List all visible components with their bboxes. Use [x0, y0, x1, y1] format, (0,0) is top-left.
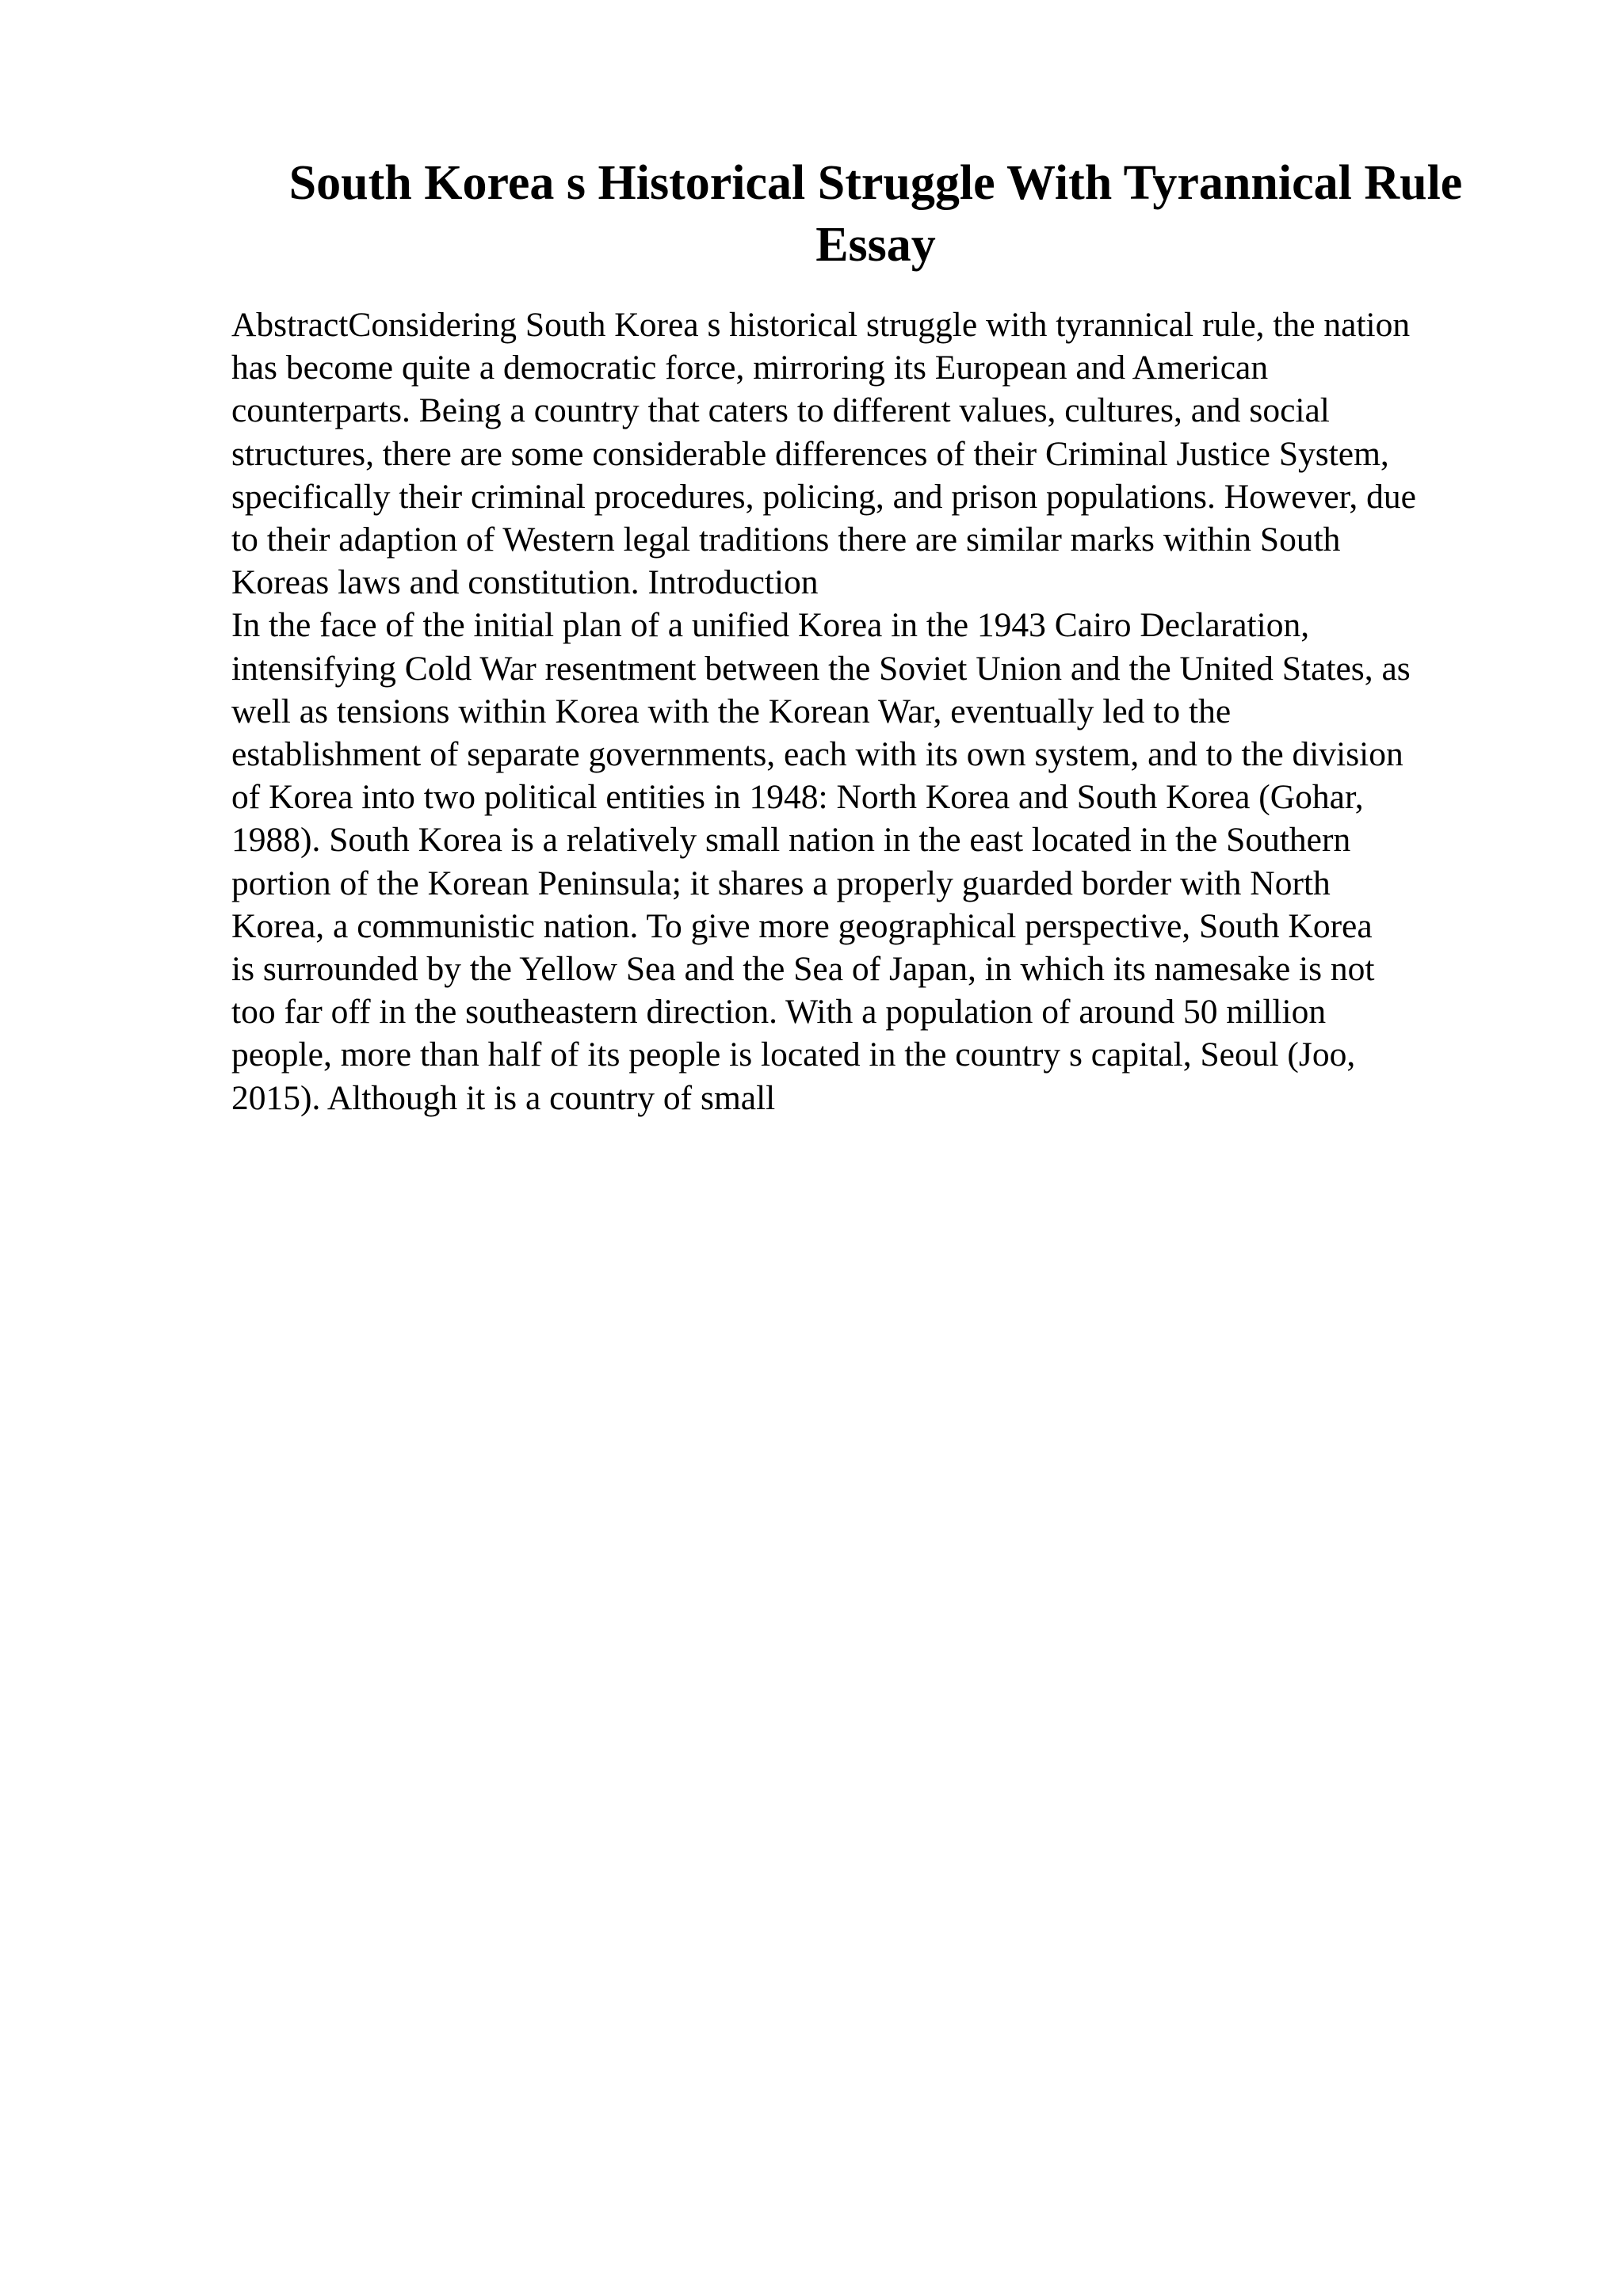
body-line: to their adaption of Western legal traditions there are similar marks within South	[231, 521, 1341, 559]
essay-body	[231, 303, 1515, 1119]
body-line: Koreas laws and constitution. Introduction	[231, 563, 819, 602]
body-line: specifically their criminal procedures, policing, and prison populations. However, due	[231, 477, 1416, 516]
body-line: portion of the Korean Peninsula; it shares a properly guarded border with North	[231, 864, 1331, 902]
body-line: AbstractConsidering South Korea s historical struggle with tyrannical rule, the nation	[231, 306, 1411, 344]
body-line: 1988). South Korea is a relatively small nation in the east located in the Southern	[231, 821, 1351, 860]
body-line: structures, there are some considerable differences of their Criminal Justice System,	[231, 434, 1389, 473]
body-line: people, more than half of its people is located in the country s capital, Seoul (Joo,	[231, 1035, 1356, 1074]
body-line: too far off in the southeastern direction. With a population of around 50 million	[231, 993, 1327, 1032]
body-line: counterparts. Being a country that caters to different values, cultures, and social	[231, 391, 1330, 430]
body-line: is surrounded by the Yellow Sea and the Sea of Japan, in which its namesake is not	[231, 950, 1375, 989]
title-line: Essay	[815, 218, 936, 272]
essay-title	[222, 152, 1529, 276]
body-line: establishment of separate governments, each with its own system, and to the division	[231, 735, 1403, 774]
body-line: of Korea into two political entities in 1948: North Korea and South Korea (Gohar,	[231, 778, 1364, 817]
body-line: well as tensions within Korea with the Korean War, eventually led to the	[231, 692, 1232, 730]
body-line: has become quite a democratic force, mirroring its European and American	[231, 349, 1269, 387]
body-line: intensifying Cold War resentment between the Soviet Union and the United States, as	[231, 649, 1411, 688]
body-line: Korea, a communistic nation. To give more geographical perspective, South Korea	[231, 906, 1373, 945]
title-line: South Korea s Historical Struggle With Tyrannical Rule	[288, 156, 1463, 210]
body-line: 2015). Although it is a country of small	[231, 1078, 776, 1117]
body-line: In the face of the initial plan of a unified Korea in the 1943 Cairo Declaration,	[231, 606, 1310, 645]
